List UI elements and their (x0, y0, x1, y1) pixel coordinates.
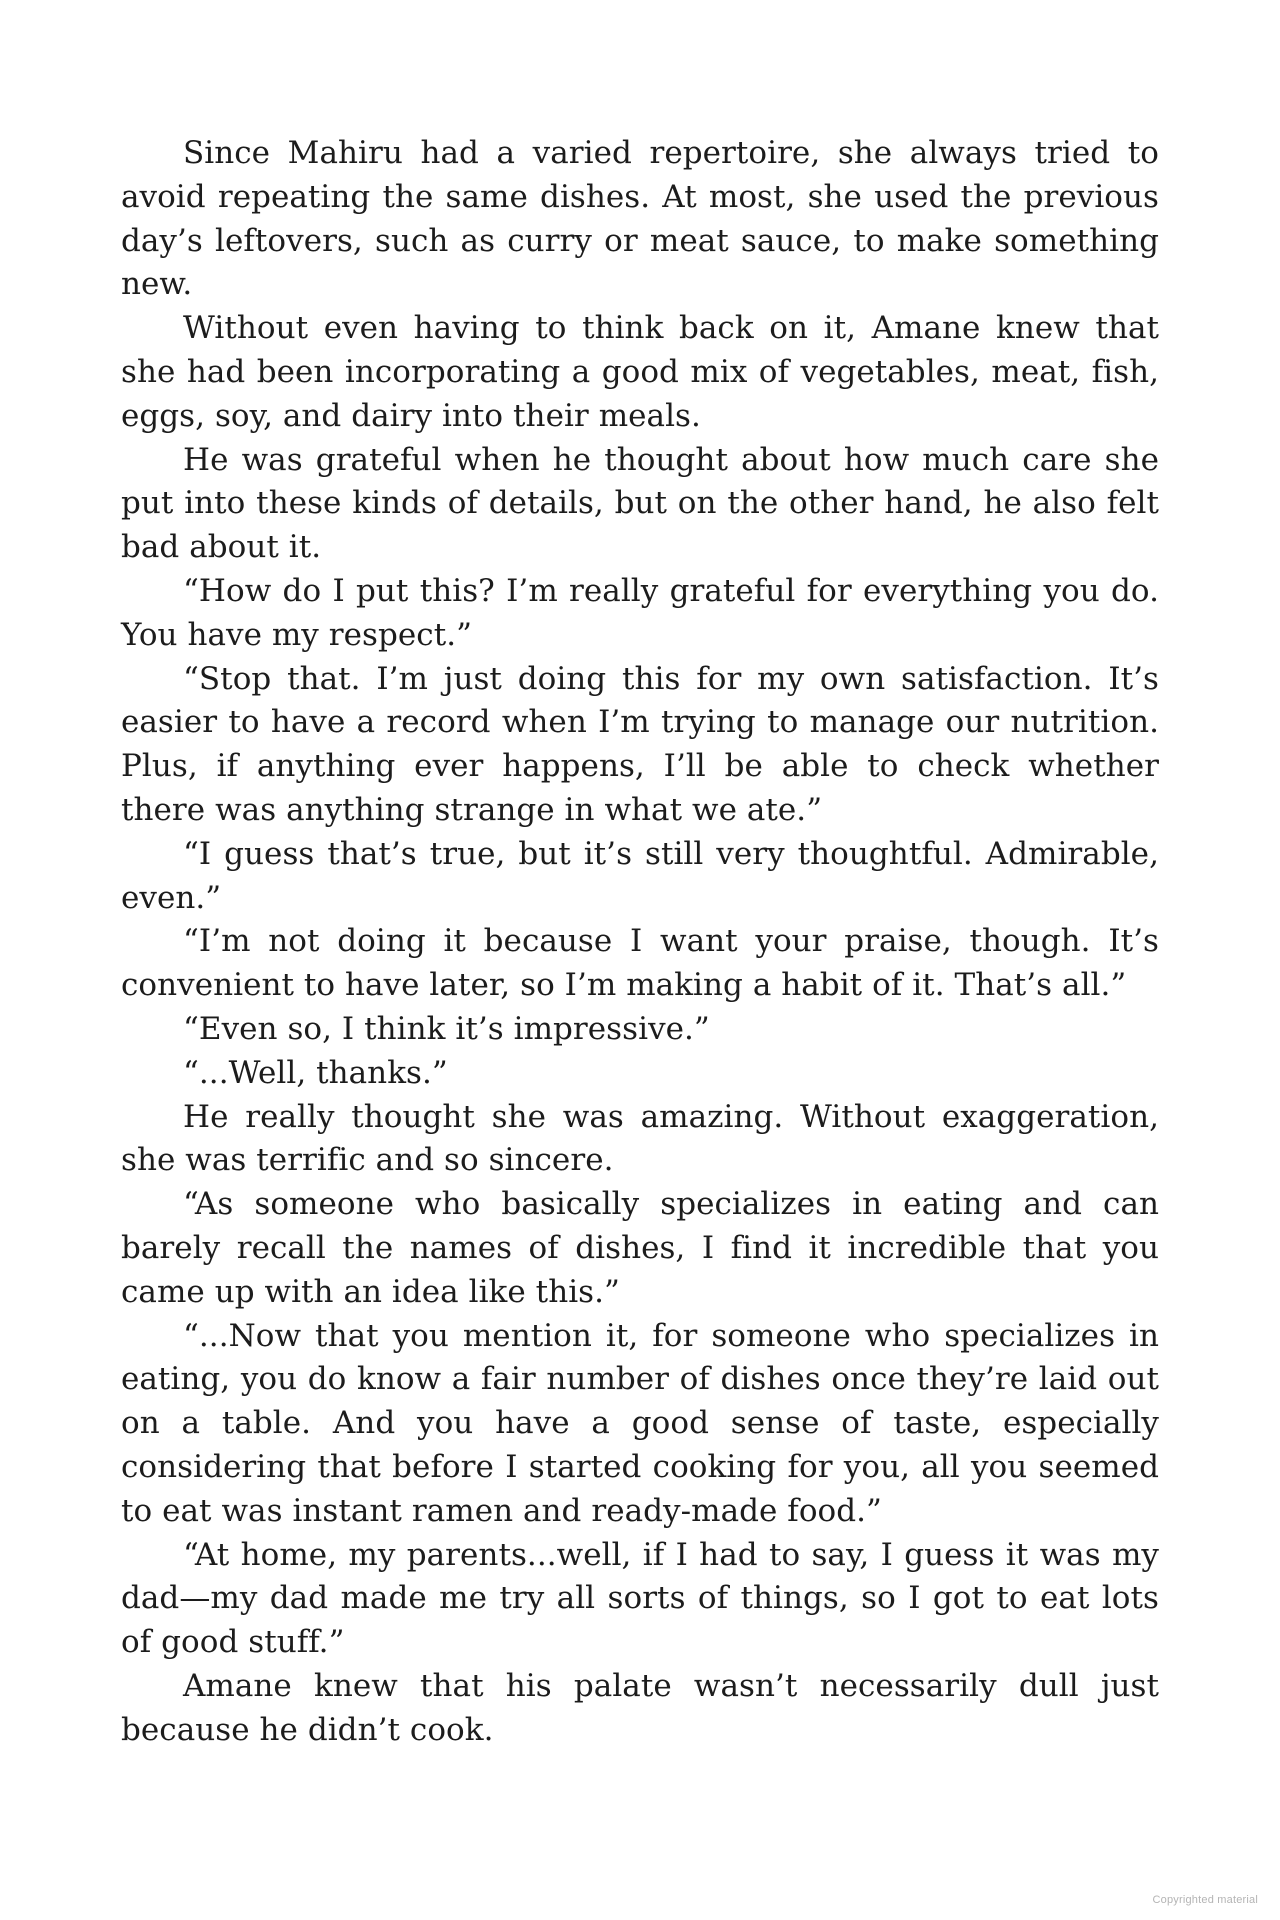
dialogue-paragraph: “At home, my parents...well, if I had to say, I guess it was my dad—my dad made me try all sorts of things, so I got to eat lots of good stuff.” (121, 1536, 1159, 1661)
dialogue-paragraph: “Even so, I think it’s impressive.” (183, 1010, 710, 1047)
copyright-watermark: Copyrighted material (1152, 1894, 1258, 1906)
dialogue-paragraph: “How do I put this? I’m really grateful for everything you do. You have my respect.” (121, 572, 1159, 653)
dialogue-paragraph: “...Well, thanks.” (183, 1054, 448, 1091)
dialogue-paragraph: “Stop that. I’m just doing this for my own satisfaction. It’s easier to have a record when I’m trying to manage our nutrition. Plus, if anything ever happens, I’ll be able to check whether there was anything strange in what we ate.” (121, 660, 1159, 828)
dialogue-paragraph: “I’m not doing it because I want your praise, though. It’s convenient to have later, so I’m making a habit of it. That’s all.” (121, 923, 1159, 1004)
dialogue-paragraph: “As someone who basically specializes in eating and can barely recall the names of dishes, I find it incredible that you came up with an idea like this.” (121, 1186, 1159, 1310)
dialogue-paragraph: “...Now that you mention it, for someone who specializes in eating, you do know a fair number of dishes once they’re laid out on a table. And you have a good sense of taste, especially considering that before I started cooking for you, all you seemed to eat was instant ramen and ready-made food.” (121, 1317, 1159, 1529)
paragraph: He was grateful when he thought about how much care she put into these kinds of details, but on the other hand, he also felt bad about it. (121, 441, 1159, 566)
paragraph: Since Mahiru had a varied repertoire, she always tried to avoid repeating the same dishes. At most, she used the previous day’s leftovers, such as curry or meat sauce, to make something new. (121, 135, 1159, 303)
paragraph: Without even having to think back on it, Amane knew that she had been incorporating a good mix of vegetables, meat, fish, eggs, soy, and dairy into their meals. (121, 310, 1159, 434)
paragraph: Amane knew that his palate wasn’t necessarily dull just because he didn’t cook. (121, 1667, 1159, 1748)
page-body-text (121, 132, 1159, 1752)
dialogue-paragraph: “I guess that’s true, but it’s still very thoughtful. Admirable, even.” (121, 835, 1159, 916)
paragraph: He really thought she was amazing. Without exaggeration, she was terrific and so sincere. (121, 1098, 1159, 1179)
